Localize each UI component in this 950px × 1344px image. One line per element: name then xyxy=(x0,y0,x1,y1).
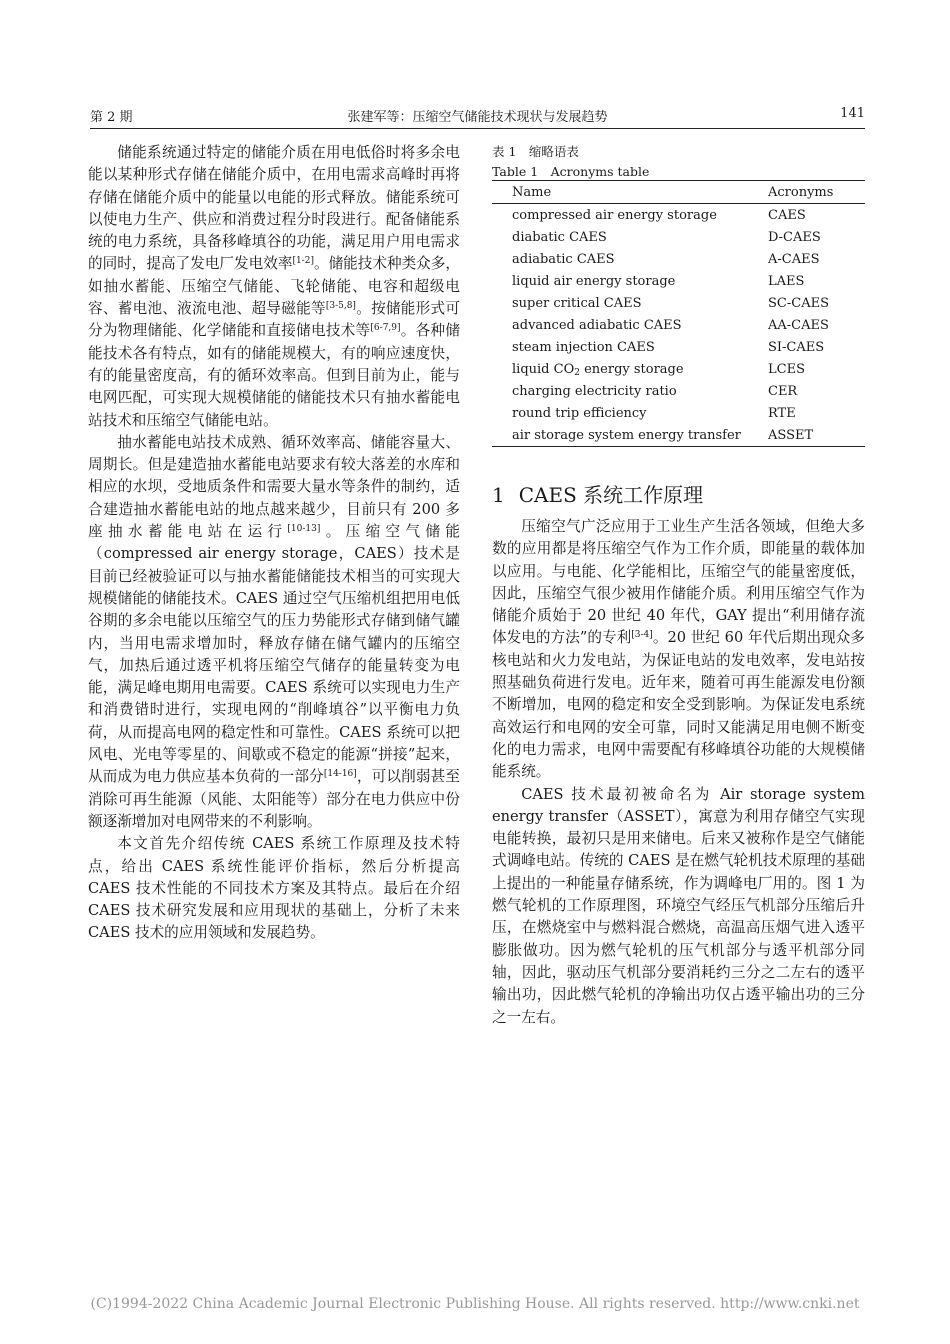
table-row: steam injection CAES SI-CAES xyxy=(512,339,825,355)
table-caption-cn: 表 1 缩略语表 xyxy=(492,144,579,159)
table-row: advanced adiabatic CAES AA-CAES xyxy=(512,317,829,333)
header-acronyms: Acronyms xyxy=(768,184,834,200)
table-row: charging electricity ratio CER xyxy=(512,383,798,399)
table-row: liquid air energy storage LAES xyxy=(512,273,805,289)
issue-number: 第 2 期 xyxy=(90,110,133,125)
citation[interactable]: [14-16] xyxy=(323,769,357,780)
table-row: adiabatic CAES A-CAES xyxy=(512,251,820,267)
table-row: liquid $CO_2$ energy storage LCES xyxy=(512,361,805,378)
section-title: CAES 系统工作原理 xyxy=(518,483,704,507)
page-number: 141 xyxy=(840,106,865,121)
citation[interactable]: [3-4] xyxy=(631,630,653,641)
running-title: 张建军等：压缩空气储能技术现状与发展趋势 xyxy=(347,110,608,125)
table-row: round trip efficiency RTE xyxy=(512,405,796,421)
running-header xyxy=(90,102,865,126)
table-row: diabatic CAES D-CAES xyxy=(512,229,821,245)
copyright-footer: (C)1994-2022 China Academic Journal Electronic Publishing House. All rights reserved. http://www.cnki.net xyxy=(90,1296,860,1312)
citation[interactable]: [1-2] xyxy=(292,256,314,267)
table-row: air storage system energy transfer ASSET xyxy=(492,424,865,447)
table-header-row xyxy=(492,181,865,204)
paragraph-pumped-hydro: 抽水蓄能电站技术成熟、循环效率高、储能容量大、周期长。但是建造抽水蓄能电站要求有较大落差的水库和相应的水坝，受地质条件和需要大量水等条件的制约，适合建造抽水蓄能电站的地点越来越少，目前只有 200 多座抽水蓄能电站在运行[10-13]。压缩空气储能（compressed air energy storage，CAES）技术是目前已经被验证可以与抽水蓄能储能技术相当的可实现大规模储能的储能技术。CAES 通过空气压缩机组把用电低谷期的多余电能以压缩空气的压力势能形式存储到储气罐内，当用电需求增加时，释放存储在储气罐内的压缩空气，加热后通过透平机将压缩空气储存的能量转变为电能，满足峰电期用电需要。CAES 系统可以实现电力生产和消费错时进行，实现电网的“削峰填谷”以平衡电力负荷，从而提高电网的稳定性和可靠性。CAES 系统可以把风电、光电等零星的、间歇或不稳定的能源“拼接”起来，从而成为电力供应基本负荷的一部分[14-16]，可以削弱甚至消除可再生能源（风能、太阳能等）部分在电力供应中份额逐渐增加对电网带来的不利影响。 xyxy=(88,433,460,830)
acronyms-table xyxy=(492,180,865,447)
paragraph-outline: 本文首先介绍传统 CAES 系统工作原理及技术特点，给出 CAES 系统性能评价指标，然后分析提高 CAES 技术性能的不同技术方案及其特点。最后在介绍 CAES 技术研究发展和应用现状的基础上，分析了未来 CAES 技术的应用领域和发展趋势。 xyxy=(88,835,460,942)
paragraph-caes-principle: CAES 技术最初被命名为 Air storage system energy transfer（ASSET），寓意为利用存储空气实现电能转换，最初只是用来储电。后来又被称作是空气储能式调峰电站。传统的 CAES 是在燃气轮机技术原理的基础上提出的一种能量存储系统，作为调峰电厂用的。图 1 为燃气轮机的工作原理图，环境空气经压气机部分压缩后升压，在燃烧室中与燃料混合燃烧，高温高压烟气进入透平膨胀做功。因为燃气轮机的压气机部分与透平机部分同轴，因此，驱动压气机部分要消耗约三分之二左右的透平输出功，因此燃气轮机的净输出功仅占透平输出功的三分之一左右。 xyxy=(492,785,865,1026)
section-heading xyxy=(492,479,703,508)
citation[interactable]: [6-7,9] xyxy=(370,323,401,334)
section-number: 1 xyxy=(492,483,505,507)
paragraph-intro: 储能系统通过特定的储能介质在用电低俗时将多余电能以某种形式存储在储能介质中，在用电需求高峰时再将存储在储能介质中的能量以电能的形式释放。储能系统可以使电力生产、供应和消费过程分时段进行。配备储能系统的电力系统，具备移峰填谷的功能，满足用户用电需求的同时，提高了发电厂发电效率[1-2]。储能技术种类众多，如抽水蓄能、压缩空气储能、飞轮储能、电容和超级电容、蓄电池、液流电池、超导磁能等[3-5,8]。按储能形式可分为物理储能、化学储能和直接储电技术等[6-7,9]。各种储能技术各有特点，如有的储能规模大，有的响应速度快，有的能量密度高，有的循环效率高。但到目前为止，能与电网匹配，可实现大规模储能的储能技术只有抽水蓄能电站技术和压缩空气储能电站。 xyxy=(88,144,460,429)
table-row: compressed air energy storage CAES xyxy=(512,207,806,223)
left-column xyxy=(88,142,460,945)
table-row: super critical CAES SC-CAES xyxy=(512,295,829,311)
paragraph-caes-history: 压缩空气广泛应用于工业生产生活各领域，但绝大多数的应用都是将压缩空气作为工作介质，即能量的载体加以应用。与电能、化学能相比，压缩空气的能量密度低，因此，压缩空气很少被用作储能介质。利用压缩空气作为储能介质始于 20 世纪 40 年代，GAY 提出“利用储存流体发电的方法”的专利[3-4]。20 世纪 60 年代后期出现众多核电站和火力发电站，为保证电站的发电效率，发电站按照基础负荷进行发电。近年来，随着可再生能源发电份额不断增加，电网的稳定和安全受到影响。为保证发电系统高效运行和电网的安全可靠，同时又能满足用电侧不断变化的电力需求，电网中需要配有移峰填谷功能的大规模储能系统。 xyxy=(492,518,865,781)
citation[interactable]: [10-13] xyxy=(287,524,321,535)
header-name: Name xyxy=(512,184,552,200)
right-column xyxy=(492,516,865,1029)
citation[interactable]: [3-5,8] xyxy=(325,301,356,312)
header-rule xyxy=(90,128,865,129)
table-caption-en: Table 1 Acronyms table xyxy=(492,164,650,179)
